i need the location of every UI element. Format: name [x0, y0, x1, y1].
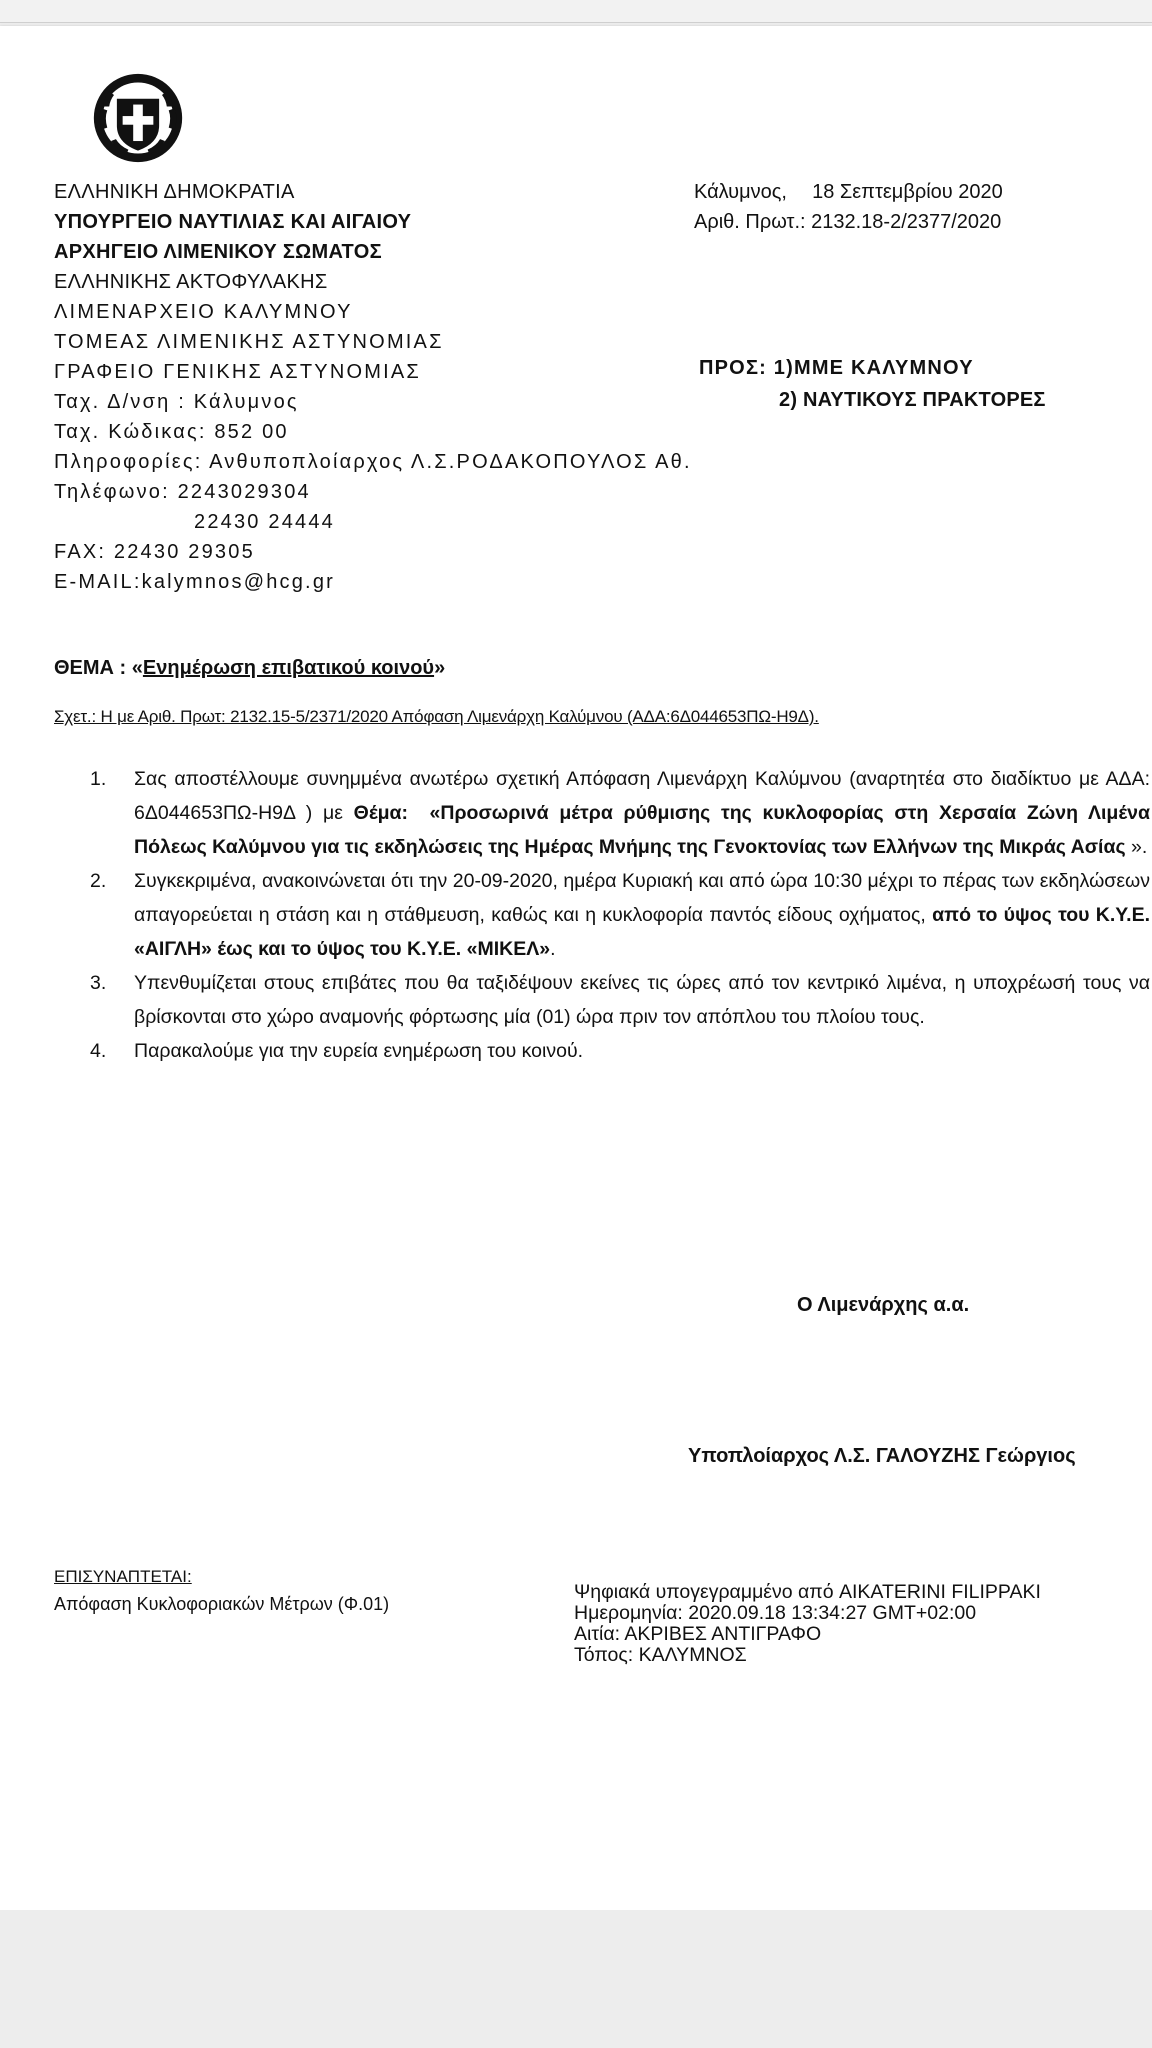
list-item [90, 864, 1150, 966]
header-line: Ταχ. Δ/νση : Κάλυμνος [54, 391, 299, 413]
signatory-name: Υποπλοίαρχος Λ.Σ. ΓΑΛΟΥΖΗΣ Γεώργιος [688, 1445, 1076, 1467]
recipient-1: 1)ΜΜΕ ΚΑΛΥΜΝΟΥ [773, 357, 974, 379]
protocol-number-line [694, 207, 1001, 237]
header-line: ΛΙΜΕΝΑΡΧΕΙΟ ΚΑΛΥΜΝΟΥ [54, 301, 353, 323]
digital-signature-line: Ψηφιακά υπογεγραμμένο από AIKATERINI FILIPPAKI [574, 1581, 1041, 1603]
body-items [90, 762, 1150, 1068]
attachment-item: Απόφαση Κυκλοφοριακών Μέτρων (Φ.01) [54, 1594, 390, 1614]
item-text: Συγκεκριμένα, ανακοινώνεται ότι την 20-09-2020, ημέρα Κυριακή και από ώρα 10:30 μέχρι το πέρας των εκδηλώσεων απαγορεύεται η στάση και η στάθμευση, καθώς και η κυκλοφορία παντός είδους οχήματος, [134, 870, 1150, 926]
document-date: 18 Σεπτεμβρίου 2020 [812, 181, 1003, 203]
item-text-end: . [550, 938, 556, 960]
digital-signature-block [574, 1582, 1041, 1666]
subject-close: » [434, 657, 446, 679]
digital-signature-line: Ημερομηνία: 2020.09.18 13:34:27 GMT+02:00 [574, 1602, 977, 1624]
list-item [90, 762, 1150, 864]
item-number: 2. [90, 870, 107, 892]
recipients-label: ΠΡΟΣ: [699, 357, 768, 379]
item-text: Υπενθυμίζεται στους επιβάτες που θα ταξιδέψουν εκείνες τις ώρες από τον κεντρικό λιμένα, η υποχρέωσή τους να βρίσκονται στο χώρο αναμονής φόρτωσης μία (01) ώρα πριν τον απόπλου του πλοίου τους. [134, 972, 1150, 1028]
header-line: Τηλέφωνο: 2243029304 [54, 481, 311, 503]
header-line: Πληροφορίες: Ανθυποπλοίαρχος Λ.Σ.ΡΟΔΑΚΟΠΟΥΛΟΣ Αθ. [54, 451, 692, 473]
header-line: ΥΠΟΥΡΓΕΙΟ ΝΑΥΤΙΛΙΑΣ ΚΑΙ ΑΙΓΑΙΟΥ [54, 211, 412, 233]
sender-header [54, 177, 754, 597]
header-line: ΤΟΜΕΑΣ ΛΙΜΕΝΙΚΗΣ ΑΣΤΥΝΟΜΙΑΣ [54, 331, 444, 353]
header-line: E-MAIL:kalymnos@hcg.gr [54, 571, 335, 593]
item-label: Θέμα: [353, 802, 409, 824]
item-number: 4. [90, 1040, 107, 1062]
viewer-bottom-area [0, 1910, 1152, 2048]
protocol-number: 2132.18-2/2377/2020 [811, 211, 1002, 233]
signatory-title: Ο Λιμενάρχης α.α. [797, 1294, 970, 1316]
reference-line: Σχετ.: Η με Αριθ. Πρωτ: 2132.15-5/2371/2020 Απόφαση Λιμενάρχη Καλύμνου (ΑΔΑ:6Δ044653ΠΩ-Η9Δ). [54, 707, 819, 726]
item-bold-text: «Προσωρινά μέτρα ρύθμισης της κυκλοφορίας στη Χερσαία Ζώνη Λιμένα Πόλεως Καλύμνου για τις εκδηλώσεις της Ημέρας Μνήμης της Γενοκτονίας των Ελλήνων της Μικράς Ασίας [134, 802, 1150, 858]
protocol-label: Αριθ. Πρωτ.: [694, 211, 806, 233]
item-text: Σας αποστέλλουμε συνημμένα ανωτέρω σχετική Απόφαση Λιμενάρχη Καλύμνου (αναρτητέα στο διαδίκτυο με ΑΔΑ: 6Δ044653ΠΩ-Η9Δ ) με [134, 768, 1150, 824]
digital-signature-line: Αιτία: ΑΚΡΙΒΕΣ ΑΝΤΙΓΡΑΦΟ [574, 1623, 822, 1645]
subject-label: ΘΕΜΑ : « [54, 657, 143, 679]
header-line: ΕΛΛΗΝΙΚΗΣ ΑΚΤΟΦΥΛΑΚΗΣ [54, 271, 328, 293]
header-line: ΕΛΛΗΝΙΚΗ ΔΗΜΟΚΡΑΤΙΑ [54, 181, 295, 203]
header-line: 22430 24444 [194, 511, 335, 533]
greek-coat-of-arms-icon [90, 70, 186, 166]
list-item [90, 966, 1150, 1034]
item-number: 3. [90, 972, 107, 994]
place-date [694, 177, 1003, 207]
place: Κάλυμνος, [694, 181, 787, 203]
header-line: ΓΡΑΦΕΙΟ ΓΕΝΙΚΗΣ ΑΣΤΥΝΟΜΙΑΣ [54, 361, 421, 383]
attachment-heading: ΕΠΙΣΥΝΑΠΤΕΤΑΙ: [54, 1567, 192, 1586]
digital-signature-line: Τόπος: ΚΑΛΥΜΝΟΣ [574, 1644, 747, 1666]
header-line: Ταχ. Κώδικας: 852 00 [54, 421, 289, 443]
header-line: ΑΡΧΗΓΕΙΟ ΛΙΜΕΝΙΚΟΥ ΣΩΜΑΤΟΣ [54, 241, 382, 263]
viewer-top-bar [0, 0, 1152, 23]
header-line: FAX: 22430 29305 [54, 541, 255, 563]
subject-line [54, 657, 445, 680]
item-text-end: ». [1125, 836, 1148, 858]
subject-text: Ενημέρωση επιβατικού κοινού [142, 657, 435, 679]
list-item [90, 1034, 1150, 1068]
item-bold-text: από το ύψος του Κ.Υ.Ε. «ΑΙΓΛΗ» έως και το ύψος του Κ.Υ.Ε. «ΜΙΚΕΛ» [134, 904, 1150, 960]
recipient-2: 2) ΝΑΥΤΙΚΟΥΣ ΠΡΑΚΤΟΡΕΣ [779, 389, 1046, 411]
item-text: Παρακαλούμε για την ευρεία ενημέρωση του κοινού. [134, 1040, 584, 1062]
item-number: 1. [90, 768, 107, 790]
recipients-first [699, 357, 974, 380]
